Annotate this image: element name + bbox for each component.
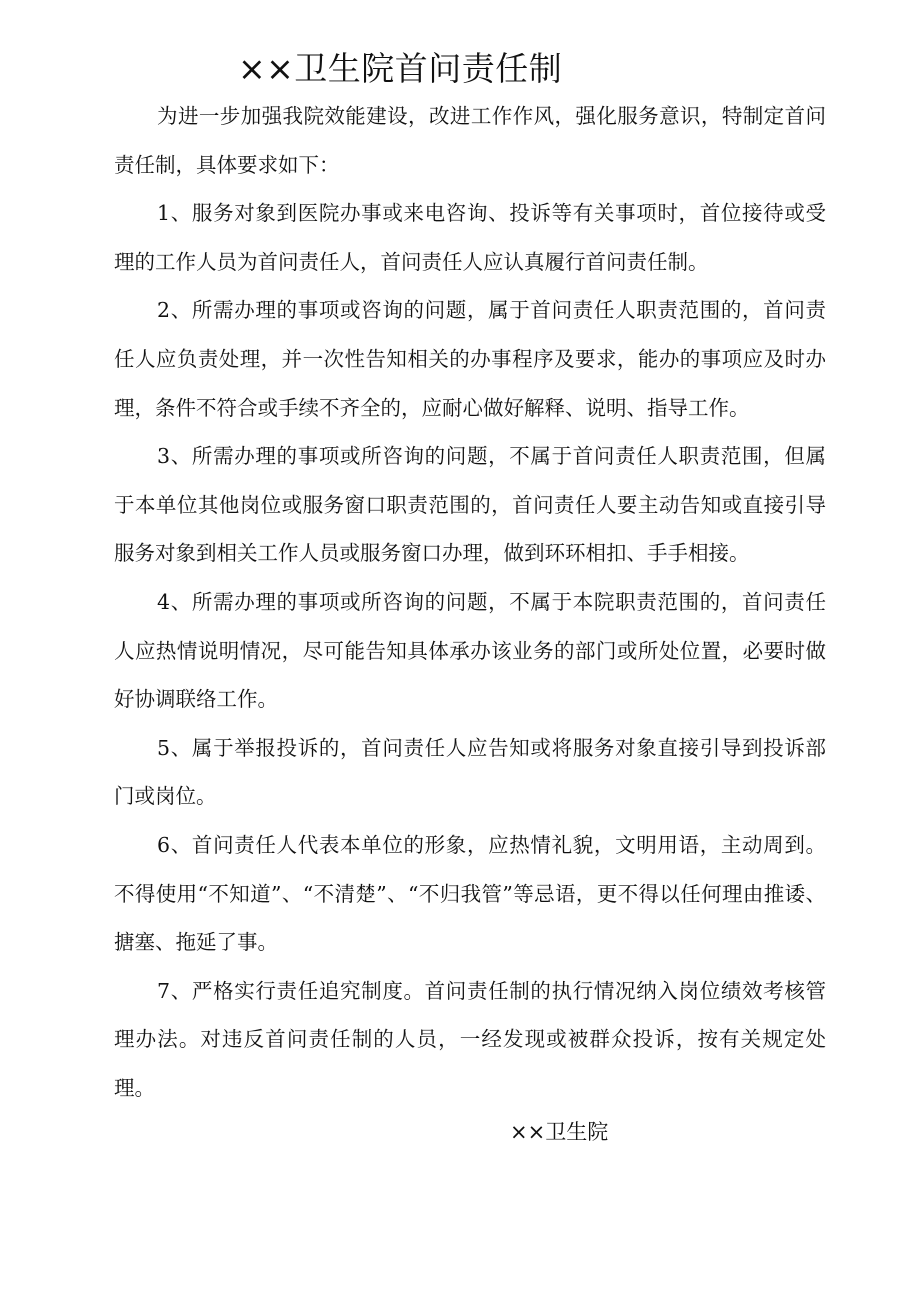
- rule-item-2: 2、所需办理的事项或咨询的问题，属于首问责任人职责范围的，首问责任人应负责处理，并一次性告知相关的办事程序及要求，能办的事项应及时办理，条件不符合或手续不齐全的，应耐心做好解释、说明、指导工作。: [114, 298, 826, 420]
- document-body: [114, 92, 826, 1112]
- rule-item-5: 5、属于举报投诉的，首问责任人应告知或将服务对象直接引导到投诉部门或岗位。: [114, 735, 826, 809]
- document-title: ××卫生院首问责任制: [238, 49, 563, 88]
- rule-item-7: 7、严格实行责任追究制度。首问责任制的执行情况纳入岗位绩效考核管理办法。对违反首问责任制的人员，一经发现或被群众投诉，按有关规定处理。: [114, 978, 826, 1100]
- signature: ××卫生院: [510, 1120, 609, 1144]
- rule-item-1: 1、服务对象到医院办事或来电咨询、投诉等有关事项时，首位接待或受理的工作人员为首问责任人，首问责任人应认真履行首问责任制。: [114, 201, 826, 274]
- intro-paragraph: 为进一步加强我院效能建设，改进工作作风，强化服务意识，特制定首问责任制，具体要求如下：: [114, 104, 826, 177]
- rule-item-4: 4、所需办理的事项或所咨询的问题，不属于本院职责范围的，首问责任人应热情说明情况，尽可能告知具体承办该业务的部门或所处位置，必要时做好协调联络工作。: [114, 589, 826, 712]
- rule-item-6: 6、首问责任人代表本单位的形象，应热情礼貌，文明用语，主动周到。不得使用“不知道”、“不清楚”、“不归我管”等忌语，更不得以任何理由推诿、搪塞、拖延了事。: [114, 832, 826, 955]
- rule-item-3: 3、所需办理的事项或所咨询的问题，不属于首问责任人职责范围，但属于本单位其他岗位或服务窗口职责范围的，首问责任人要主动告知或直接引导服务对象到相关工作人员或服务窗口办理，做到环环相扣、手手相接。: [114, 444, 826, 566]
